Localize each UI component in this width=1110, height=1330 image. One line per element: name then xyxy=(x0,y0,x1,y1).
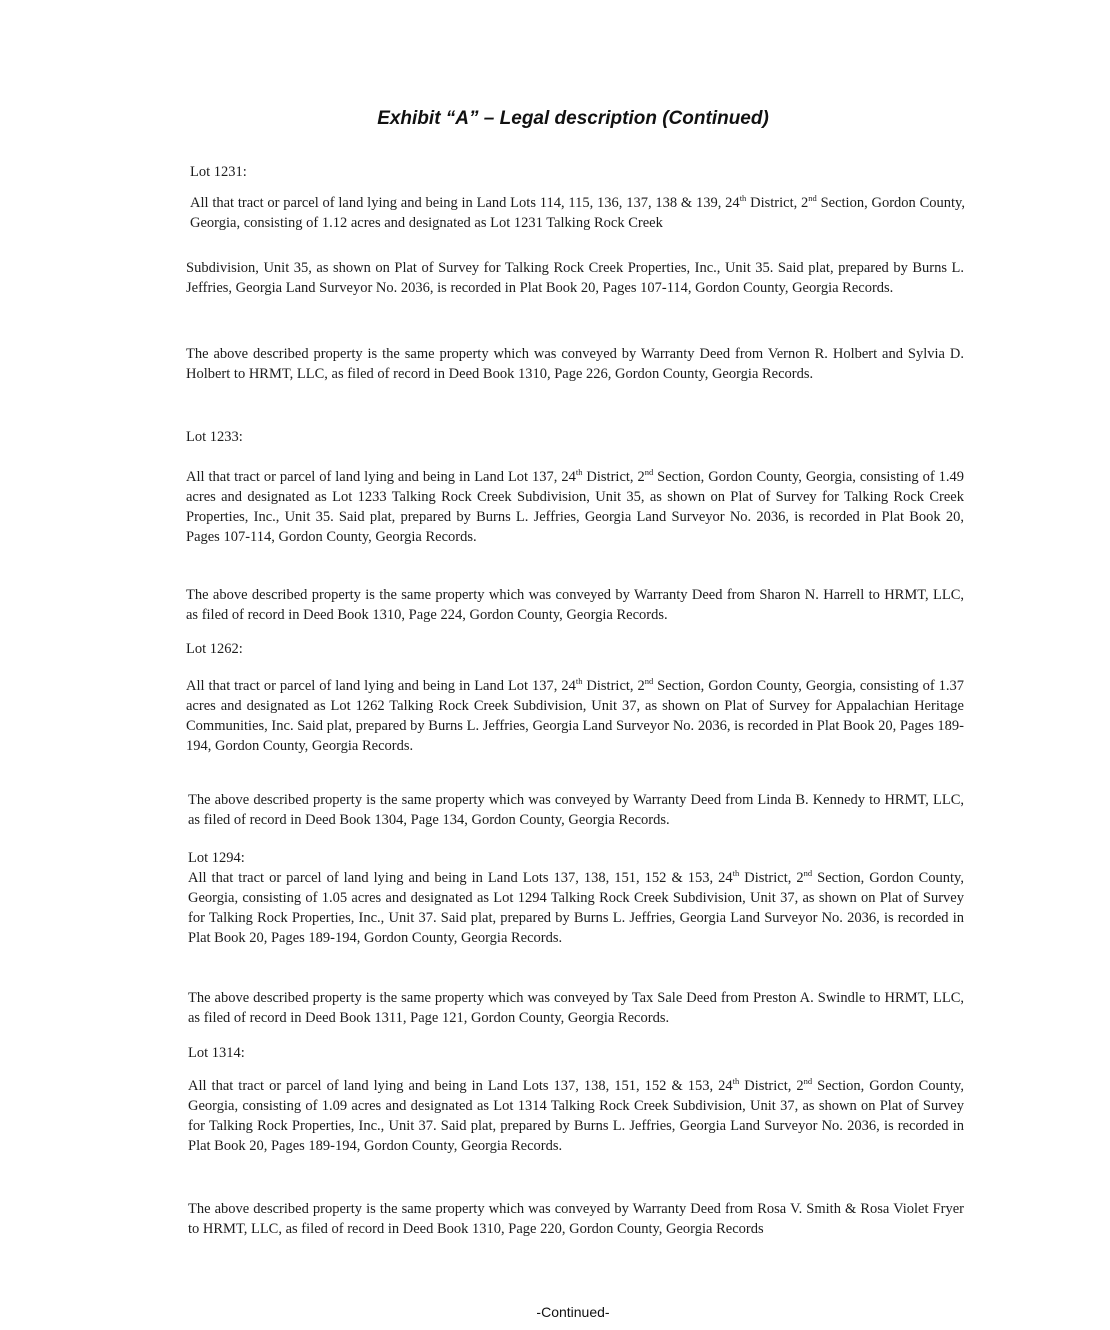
text-segment: Section, Gordon County, Georgia, consisting of 1.37 acres and designated as Lot 1262 Talking Rock Creek Subdivision, Unit 37, as shown on Plat of Survey for Appalachian Heritage Communities, Inc. Said plat, prepared by Burns L. Jeffries, Georgia Land Surveyor No. 2036, is recorded in Plat Book 20, Pages 189-194, Gordon County, Georgia Records. xyxy=(186,678,964,754)
text-segment: Section, Gordon County, Georgia, consisting of 1.12 acres and designated as Lot 1231 Talking Rock Creek xyxy=(190,195,965,231)
page-title: Exhibit “A” – Legal description (Continued) xyxy=(377,108,769,129)
continued-footer: -Continued- xyxy=(536,1304,610,1320)
ordinal-suffix: th xyxy=(732,868,740,879)
ordinal-suffix: nd xyxy=(803,868,813,879)
lot-description xyxy=(186,467,964,547)
lot-conveyance: The above described property is the same property which was conveyed by Warranty Deed from Sharon N. Harrell to HRMT, LLC, as filed of record in Deed Book 1310, Page 224, Gordon County, Georgia Records. xyxy=(186,587,964,623)
ordinal-suffix: nd xyxy=(803,1076,813,1087)
ordinal-suffix: th xyxy=(732,1076,740,1087)
lot-description xyxy=(188,868,964,948)
text-segment: District, 2 xyxy=(582,678,645,694)
lot-heading: Lot 1294: xyxy=(188,850,245,866)
text-segment: District, 2 xyxy=(746,195,809,211)
text-segment: All that tract or parcel of land lying and being in Land Lot 137, 24 xyxy=(186,469,576,485)
lot-description-continued: Subdivision, Unit 35, as shown on Plat of Survey for Talking Rock Creek Properties, Inc., Unit 35. Said plat, prepared by Burns L. Jeffries, Georgia Land Surveyor No. 2036, is recorded in Plat Book 20, Pages 107-114, Gordon County, Georgia Records. xyxy=(186,260,964,296)
lot-heading: Lot 1262: xyxy=(186,641,243,657)
text-segment: District, 2 xyxy=(739,870,804,886)
ordinal-suffix: th xyxy=(739,193,747,204)
text-segment: Section, Gordon County, Georgia, consisting of 1.49 acres and designated as Lot 1233 Talking Rock Creek Subdivision, Unit 35, as shown on Plat of Survey for Talking Rock Creek Properties, Inc., Unit 35. Said plat, prepared by Burns L. Jeffries, Georgia Land Surveyor No. 2036, is recorded in Plat Book 20, Pages 107-114, Gordon County, Georgia Records. xyxy=(186,469,964,545)
text-segment: All that tract or parcel of land lying and being in Land Lots 114, 115, 136, 137, 138 & 139, 24 xyxy=(190,195,740,211)
text-segment: Section, Gordon County, Georgia, consisting of 1.05 acres and designated as Lot 1294 Talking Rock Creek Subdivision, Unit 37, as shown on Plat of Survey for Talking Rock Properties, Inc., Unit 37. Said plat, prepared by Burns L. Jeffries, Georgia Land Surveyor No. 2036, is recorded in Plat Book 20, Pages 189-194, Gordon County, Georgia Records. xyxy=(188,870,964,946)
text-segment: All that tract or parcel of land lying and being in Land Lots 137, 138, 151, 152 & 153, 24 xyxy=(188,870,733,886)
text-segment: District, 2 xyxy=(739,1078,804,1094)
lot-description xyxy=(188,1076,964,1156)
ordinal-suffix: nd xyxy=(644,676,654,687)
text-segment: All that tract or parcel of land lying and being in Land Lots 137, 138, 151, 152 & 153, 24 xyxy=(188,1078,733,1094)
lot-conveyance: The above described property is the same property which was conveyed by Tax Sale Deed from Preston A. Swindle to HRMT, LLC, as filed of record in Deed Book 1311, Page 121, Gordon County, Georgia Records. xyxy=(188,990,964,1026)
lot-heading: Lot 1233: xyxy=(186,429,243,445)
lot-conveyance: The above described property is the same property which was conveyed by Warranty Deed from Linda B. Kennedy to HRMT, LLC, as filed of record in Deed Book 1304, Page 134, Gordon County, Georgia Records. xyxy=(188,792,964,828)
ordinal-suffix: th xyxy=(575,676,583,687)
lot-heading: Lot 1314: xyxy=(188,1045,245,1061)
text-segment: All that tract or parcel of land lying and being in Land Lot 137, 24 xyxy=(186,678,576,694)
lot-heading: Lot 1231: xyxy=(190,164,247,180)
lot-conveyance: The above described property is the same property which was conveyed by Warranty Deed from Rosa V. Smith & Rosa Violet Fryer to HRMT, LLC, as filed of record in Deed Book 1310, Page 220, Gordon County, Georgia Records xyxy=(188,1201,964,1237)
ordinal-suffix: nd xyxy=(644,467,654,478)
ordinal-suffix: th xyxy=(575,467,583,478)
text-segment: District, 2 xyxy=(582,469,645,485)
lot-description xyxy=(190,193,965,233)
lot-description xyxy=(186,676,964,756)
lot-conveyance: The above described property is the same property which was conveyed by Warranty Deed from Vernon R. Holbert and Sylvia D. Holbert to HRMT, LLC, as filed of record in Deed Book 1310, Page 226, Gordon County, Georgia Records. xyxy=(186,346,964,382)
ordinal-suffix: nd xyxy=(808,193,817,204)
text-segment: Section, Gordon County, Georgia, consisting of 1.09 acres and designated as Lot 1314 Talking Rock Creek Subdivision, Unit 37, as shown on Plat of Survey for Talking Rock Properties, Inc., Unit 37. Said plat, prepared by Burns L. Jeffries, Georgia Land Surveyor No. 2036, is recorded in Plat Book 20, Pages 189-194, Gordon County, Georgia Records. xyxy=(188,1078,964,1154)
